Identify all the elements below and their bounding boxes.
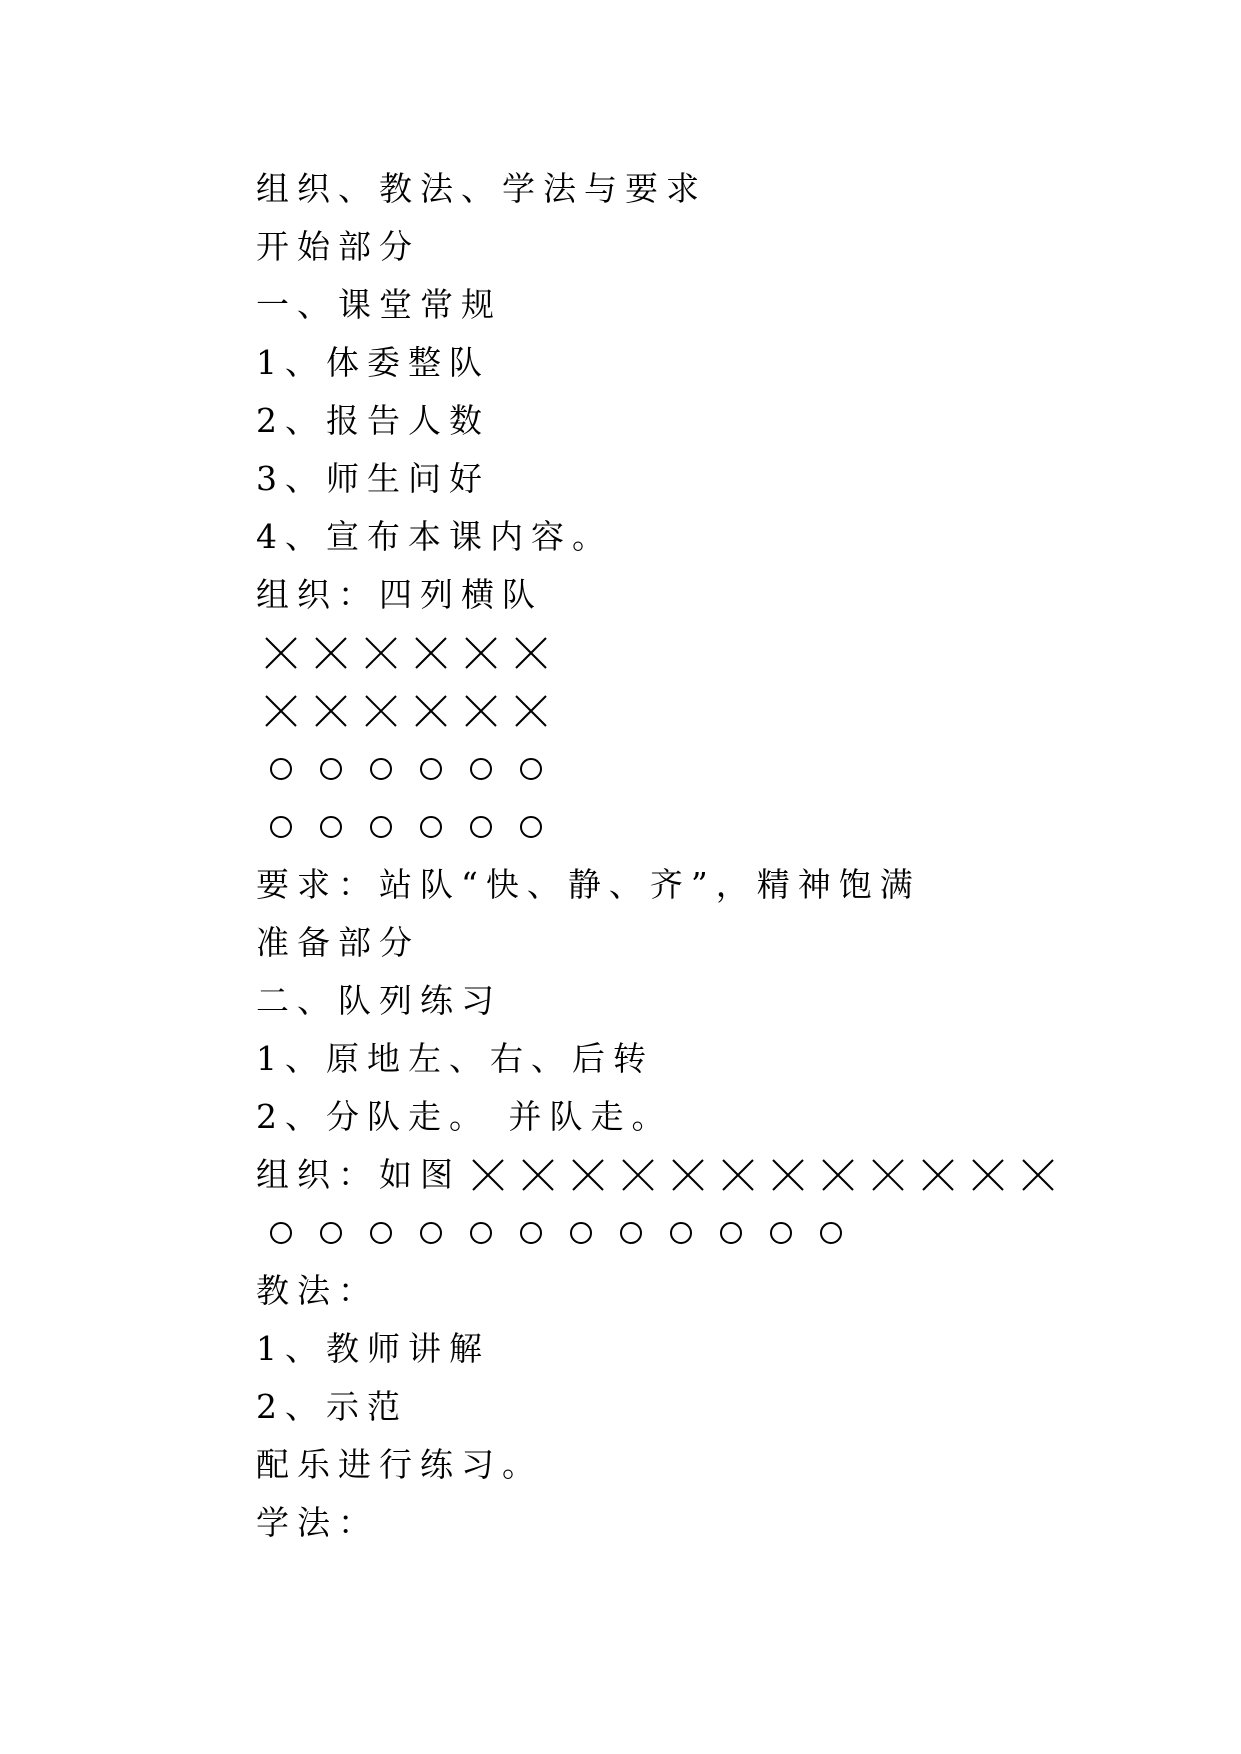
formation-row-crosses [256, 624, 1156, 682]
text-line: 准备部分 [256, 923, 420, 962]
formation-row-crosses [463, 1146, 1063, 1204]
circle-mark-icon [256, 740, 306, 798]
cross-mark-icon [256, 624, 306, 682]
text-line: 学法： [256, 1503, 379, 1542]
text-line: 3、师生问好 [256, 459, 490, 498]
cross-mark-icon [663, 1146, 713, 1204]
cross-mark-icon [613, 1146, 663, 1204]
text-line: 一、课堂常规 [256, 285, 502, 324]
cross-mark-icon [506, 624, 556, 682]
text-line: 4、宣布本课内容。 [256, 517, 613, 556]
circle-mark-icon [756, 1204, 806, 1262]
circle-mark-icon [806, 1204, 856, 1262]
cross-mark-icon [463, 1146, 513, 1204]
text-line: 组织、教法、学法与要求 [256, 169, 707, 208]
circle-mark-icon [406, 1204, 456, 1262]
cross-mark-icon [356, 624, 406, 682]
circle-mark-icon [606, 1204, 656, 1262]
formation-row-circles [256, 740, 1156, 798]
circle-mark-icon [656, 1204, 706, 1262]
circle-mark-icon [356, 740, 406, 798]
cross-mark-icon [563, 1146, 613, 1204]
text-line: 2、报告人数 [256, 401, 490, 440]
circle-mark-icon [406, 740, 456, 798]
text-line: 1、体委整队 [256, 343, 490, 382]
cross-mark-icon [713, 1146, 763, 1204]
text-line: 二、队列练习 [256, 981, 502, 1020]
circle-mark-icon [456, 1204, 506, 1262]
circle-mark-icon [406, 798, 456, 856]
cross-mark-icon [456, 682, 506, 740]
cross-mark-icon [863, 1146, 913, 1204]
document-body [256, 160, 1156, 1552]
circle-mark-icon [256, 1204, 306, 1262]
circle-mark-icon [356, 798, 406, 856]
cross-mark-icon [306, 624, 356, 682]
text-line: 教法： [256, 1271, 379, 1310]
text-line: 要求：站队“快、静、齐”，精神饱满 [256, 865, 921, 904]
circle-mark-icon [706, 1204, 756, 1262]
circle-mark-icon [306, 740, 356, 798]
text-line: 配乐进行练习。 [256, 1445, 543, 1484]
cross-mark-icon [306, 682, 356, 740]
circle-mark-icon [256, 798, 306, 856]
cross-mark-icon [406, 624, 456, 682]
text-line: 2、示范 [256, 1387, 408, 1426]
text-line: 1、教师讲解 [256, 1329, 490, 1368]
cross-mark-icon [356, 682, 406, 740]
cross-mark-icon [506, 682, 556, 740]
cross-mark-icon [406, 682, 456, 740]
cross-mark-icon [256, 682, 306, 740]
formation-row-circles [256, 798, 1156, 856]
circle-mark-icon [306, 1204, 356, 1262]
text-line: 2、分队走。 并队走。 [256, 1097, 673, 1136]
cross-mark-icon [456, 624, 506, 682]
formation-label-line [256, 1146, 1156, 1204]
text-line: 组织：四列横队 [256, 575, 543, 614]
cross-mark-icon [1013, 1146, 1063, 1204]
circle-mark-icon [506, 1204, 556, 1262]
formation-row-circles [256, 1204, 1156, 1262]
circle-mark-icon [456, 798, 506, 856]
cross-mark-icon [763, 1146, 813, 1204]
cross-mark-icon [513, 1146, 563, 1204]
circle-mark-icon [456, 740, 506, 798]
circle-mark-icon [306, 798, 356, 856]
cross-mark-icon [813, 1146, 863, 1204]
circle-mark-icon [506, 798, 556, 856]
text-line: 开始部分 [256, 227, 420, 266]
circle-mark-icon [356, 1204, 406, 1262]
formation-row-crosses [256, 682, 1156, 740]
circle-mark-icon [506, 740, 556, 798]
cross-mark-icon [963, 1146, 1013, 1204]
circle-mark-icon [556, 1204, 606, 1262]
formation-label: 组织：如图 [256, 1155, 461, 1194]
cross-mark-icon [913, 1146, 963, 1204]
text-line: 1、原地左、右、后转 [256, 1039, 654, 1078]
